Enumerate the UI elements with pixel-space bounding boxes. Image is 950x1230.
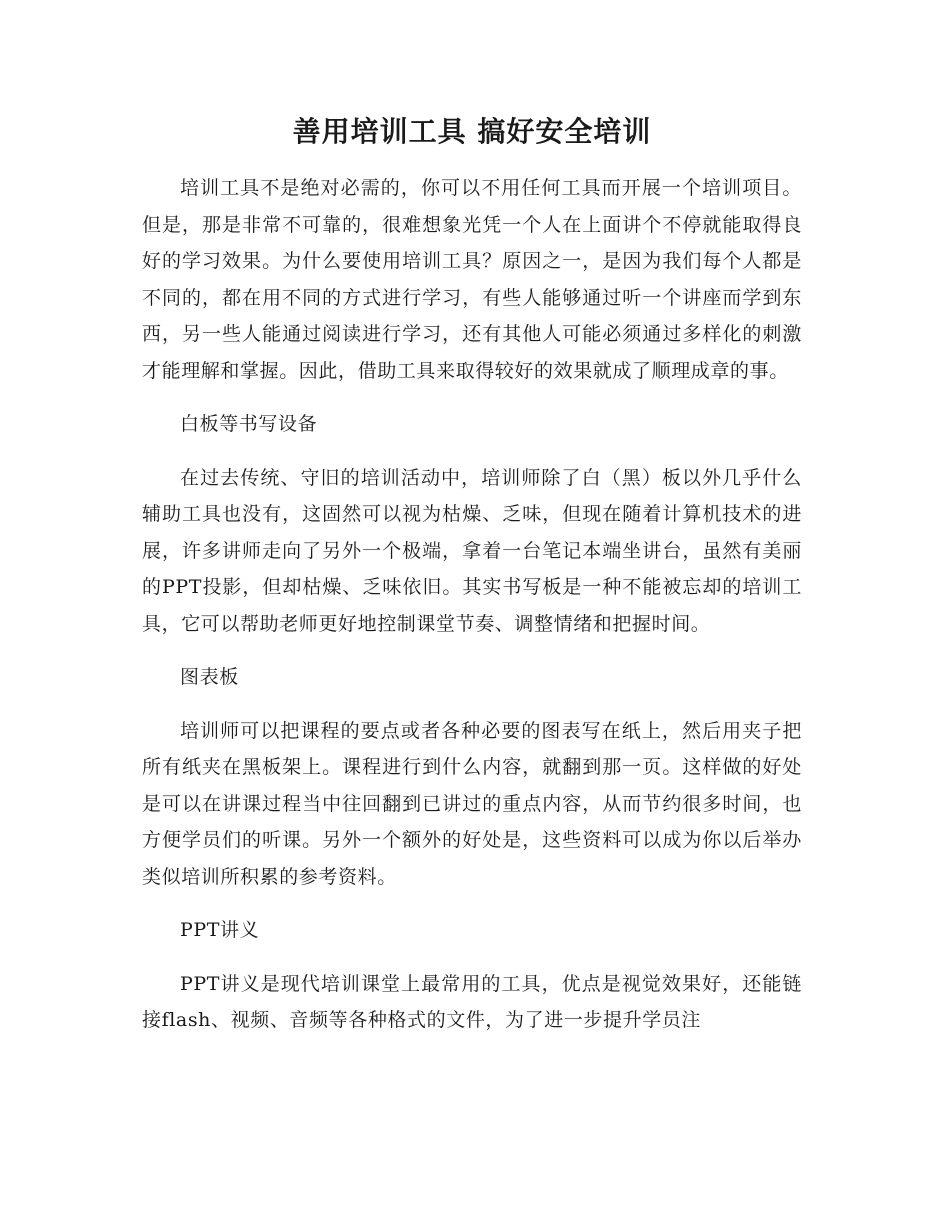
document-title: 善用培训工具 搞好安全培训 <box>292 115 652 148</box>
section-heading-writing-boards: 白板等书写设备 <box>180 413 318 435</box>
section-body-writing-boards: 在过去传统、守旧的培训活动中，培训师除了白（黑）板以外几乎什么辅助工具也没有，这固然可以视为枯燥、乏味，但现在随着计算机技术的进展，许多讲师走向了另外一个极端，拿着一台笔记本端坐讲台，虽然有美丽的PPT投影，但却枯燥、乏味依旧。其实书写板是一种不能被忘却的培训工具，它可以帮助老师更好地控制课堂节奏、调整情绪和把握时间。 <box>142 466 802 635</box>
intro-paragraph: 培训工具不是绝对必需的，你可以不用任何工具而开展一个培训项目。但是，那是非常不可靠的，很难想象光凭一个人在上面讲个不停就能取得良好的学习效果。为什么要使用培训工具？原因之一，是因为我们每个人都是不同的，都在用不同的方式进行学习，有些人能够通过听一个讲座而学到东西，另一些人能通过阅读进行学习，还有其他人可能必须通过多样化的刺激才能理解和掌握。因此，借助工具来取得较好的效果就成了顺理成章的事。 <box>142 177 802 382</box>
document-body <box>142 108 802 1056</box>
section-body-ppt-handout: PPT讲义是现代培训课堂上最常用的工具，优点是视觉效果好，还能链接flash、视频、音频等各种格式的文件，为了进一步提升学员注 <box>142 972 802 1031</box>
section-heading-chart-board: 图表板 <box>180 666 239 688</box>
section-body-chart-board: 培训师可以把课程的要点或者各种必要的图表写在纸上，然后用夹子把所有纸夹在黑板架上。课程进行到什么内容，就翻到那一页。这样做的好处是可以在讲课过程当中往回翻到已讲过的重点内容，从而节约很多时间，也方便学员们的听课。另外一个额外的好处是，这些资料可以成为你以后举办类似培训所积累的参考资料。 <box>142 719 802 888</box>
section-heading-ppt-handout: PPT讲义 <box>180 919 260 941</box>
